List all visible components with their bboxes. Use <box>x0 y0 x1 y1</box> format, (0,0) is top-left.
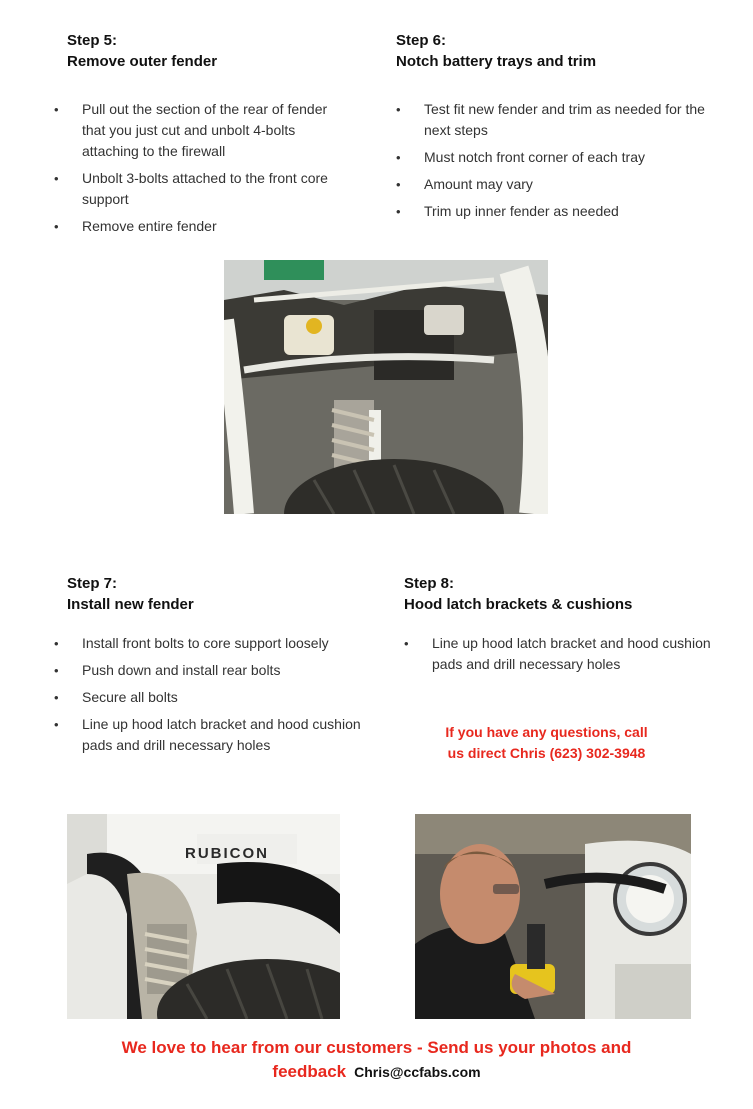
step7-title: Step 7: <box>67 575 118 592</box>
step8-subtitle: Hood latch brackets & cushions <box>404 596 633 613</box>
list-item: • Line up hood latch bracket and hood cushion pads and drill necessary holes <box>54 714 384 756</box>
list-item: • Secure all bolts <box>54 687 384 708</box>
step5-title: Step 5: <box>67 32 118 49</box>
rubicon-fender-photo <box>67 814 340 1019</box>
list-item: • Line up hood latch bracket and hood cushion pads and drill necessary holes <box>404 633 724 675</box>
step8-heading <box>404 573 632 615</box>
list-item: • Trim up inner fender as needed <box>396 201 706 222</box>
step6-title: Step 6: <box>396 32 447 49</box>
list-item: • Pull out the section of the rear of fender that you just cut and unbolt 4-bolts attaching to the firewall <box>54 99 344 162</box>
drilling-photo <box>415 814 691 1019</box>
step6-heading <box>396 30 596 72</box>
contact-info <box>404 722 689 764</box>
engine-bay-photo <box>224 260 548 514</box>
list-item: • Unbolt 3-bolts attached to the front core support <box>54 168 344 210</box>
contact-line1: If you have any questions, call <box>445 724 648 740</box>
step8-title: Step 8: <box>404 575 455 592</box>
list-item: • Install front bolts to core support loosely <box>54 633 384 654</box>
list-item: • Remove entire fender <box>54 216 344 237</box>
rubicon-logo: RUBICON <box>185 845 269 862</box>
step5-heading <box>67 30 217 72</box>
step8-list <box>404 633 724 681</box>
step5-subtitle: Remove outer fender <box>67 53 218 70</box>
list-item: • Push down and install rear bolts <box>54 660 384 681</box>
footer-feedback: feedback <box>272 1062 347 1081</box>
step6-list <box>396 99 706 228</box>
list-item: • Test fit new fender and trim as needed for the next steps <box>396 99 706 141</box>
step5-list <box>54 99 344 243</box>
list-item: • Must notch front corner of each tray <box>396 147 706 168</box>
step7-heading <box>67 573 194 615</box>
footer-line1: We love to hear from our customers - Send us your photos and <box>121 1038 632 1057</box>
footer-email[interactable]: Chris@ccfabs.com <box>354 1064 481 1080</box>
step7-subtitle: Install new fender <box>67 596 194 613</box>
list-item: • Amount may vary <box>396 174 706 195</box>
step6-subtitle: Notch battery trays and trim <box>396 53 597 70</box>
footer-line2 <box>0 1060 753 1084</box>
step7-list <box>54 633 384 762</box>
footer <box>0 1036 753 1084</box>
contact-line2: us direct Chris (623) 302-3948 <box>447 745 646 761</box>
